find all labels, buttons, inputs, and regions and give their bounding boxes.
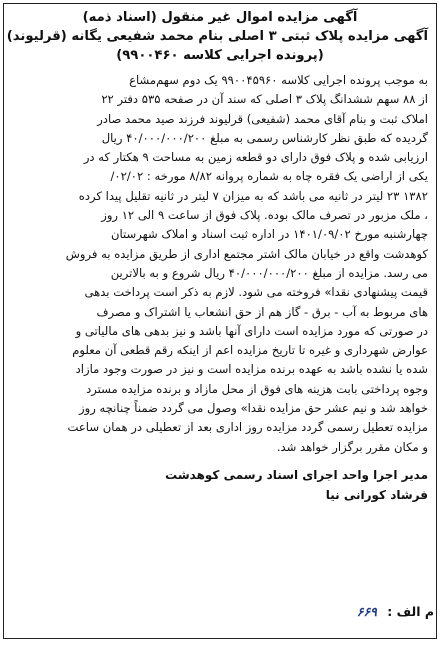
notice-code (357, 604, 434, 619)
notice-body (12, 71, 428, 457)
body-line: ارزیابی شده و پلاک فوق دارای دو قطعه زمین به مساحت ۹ هکتار که در (83, 150, 428, 165)
body-line: گردیده که طبق نظر کارشناس رسمی به مبلغ ۴۰/۰۰۰/۰۰۰/۲۰۰ ریال (101, 130, 428, 145)
notice-code-number: ۶۶۹ (356, 604, 377, 619)
notice-header (6, 8, 428, 65)
signatory-name: فرشاد کورانی نیا (325, 487, 428, 502)
body-line: عوارض شهرداری و غیره تا تاریخ مزایده اعم از اینکه رقم قطعی آن معلوم (72, 343, 428, 358)
body-line: وجوه پرداختی بابت هزینه های فوق از محل مازاد و برنده مزایده مسترد (86, 381, 428, 396)
body-line: خواهد شد و نیم عشر حق مزایده نقدا» وصول می گردد ضمناً چنانچه روز (79, 401, 428, 416)
body-line: می رسد. مزایده از مبلغ ۴۰/۰۰۰/۰۰۰/۲۰۰ ریال شروع و به بالاترین (110, 265, 428, 280)
body-line: ، ملک مزبور در تصرف مالک بوده. پلاک فوق از ساعت ۹ الی ۱۲ روز (101, 208, 428, 223)
body-line: املاک ثبت و بنام آقای محمد (شفیعی) قرلیوند فرزند صید محمد صادر (97, 111, 428, 126)
body-line: در صورتی که مورد مزایده است دارای آنها باشد و نیز بدهی های مالیاتی و (75, 323, 428, 338)
auction-notice (3, 3, 437, 639)
body-line: از ۸۸ سهم ششدانگ پلاک ۳ اصلی که سند آن در صفحه ۵۳۵ دفتر ۲۲ (101, 92, 428, 107)
body-line: ۱۳۸۲ ۲۳ لیتر در ثانیه می باشد که به میزان ۷ لیتر در ثانیه تقلیل پیدا کرده (78, 188, 428, 203)
body-line: های مربوط به آب - برق - گاز هم از حق انشعاب یا اشتراک و مصرف (96, 304, 428, 319)
body-line: کوهدشت واقع در خیابان مالک اشتر مجتمع اداری از طریق مزایده به فروش (65, 246, 428, 261)
signature-block (12, 465, 428, 505)
signatory-title: مدیر اجرا واحد اجرای اسناد رسمی کوهدشت (165, 467, 428, 482)
body-line: یکی از اراضی یک فقره چاه به شماره پروانه ۸/۸۲ مورخه : ۰۲/۰۲/ (110, 169, 428, 184)
body-line: مزایده تعطیل رسمی گردد مزایده روز اداری بعد از تعطیلی در همان ساعت (67, 420, 428, 435)
body-line: شده یا نشده باشد به عهده برنده مزایده است و نیز در صورت وجود مازاد (75, 362, 428, 377)
body-line: چهارشنبه مورخ ۱۴۰۱/۰۹/۰۲ در اداره ثبت اسناد و املاک شهرستان (111, 227, 428, 242)
notice-subtitle: آگهی مزایده پلاک ثبتی ۳ اصلی بنام محمد شفیعی یگانه (قرلیوند) (6, 29, 428, 44)
case-number: (پرونده اجرایی کلاسه ۹۹۰۰۴۶۰) (116, 48, 324, 63)
notice-title: آگهی مزایده اموال غیر منقول (اسناد ذمه) (82, 10, 358, 25)
notice-code-label: م الف : (387, 604, 434, 619)
body-line: و مکان مقرر برگزار خواهد شد. (276, 439, 428, 454)
body-line: به موجب پرونده اجرایی کلاسه ۹۹۰۰۴۵۹۶۰ یک دوم سهم‌مشاع (129, 73, 428, 87)
body-line: قیمت پیشنهادی نقدا» فروخته می شود. لازم به ذکر است پرداخت بدهی (84, 285, 428, 300)
